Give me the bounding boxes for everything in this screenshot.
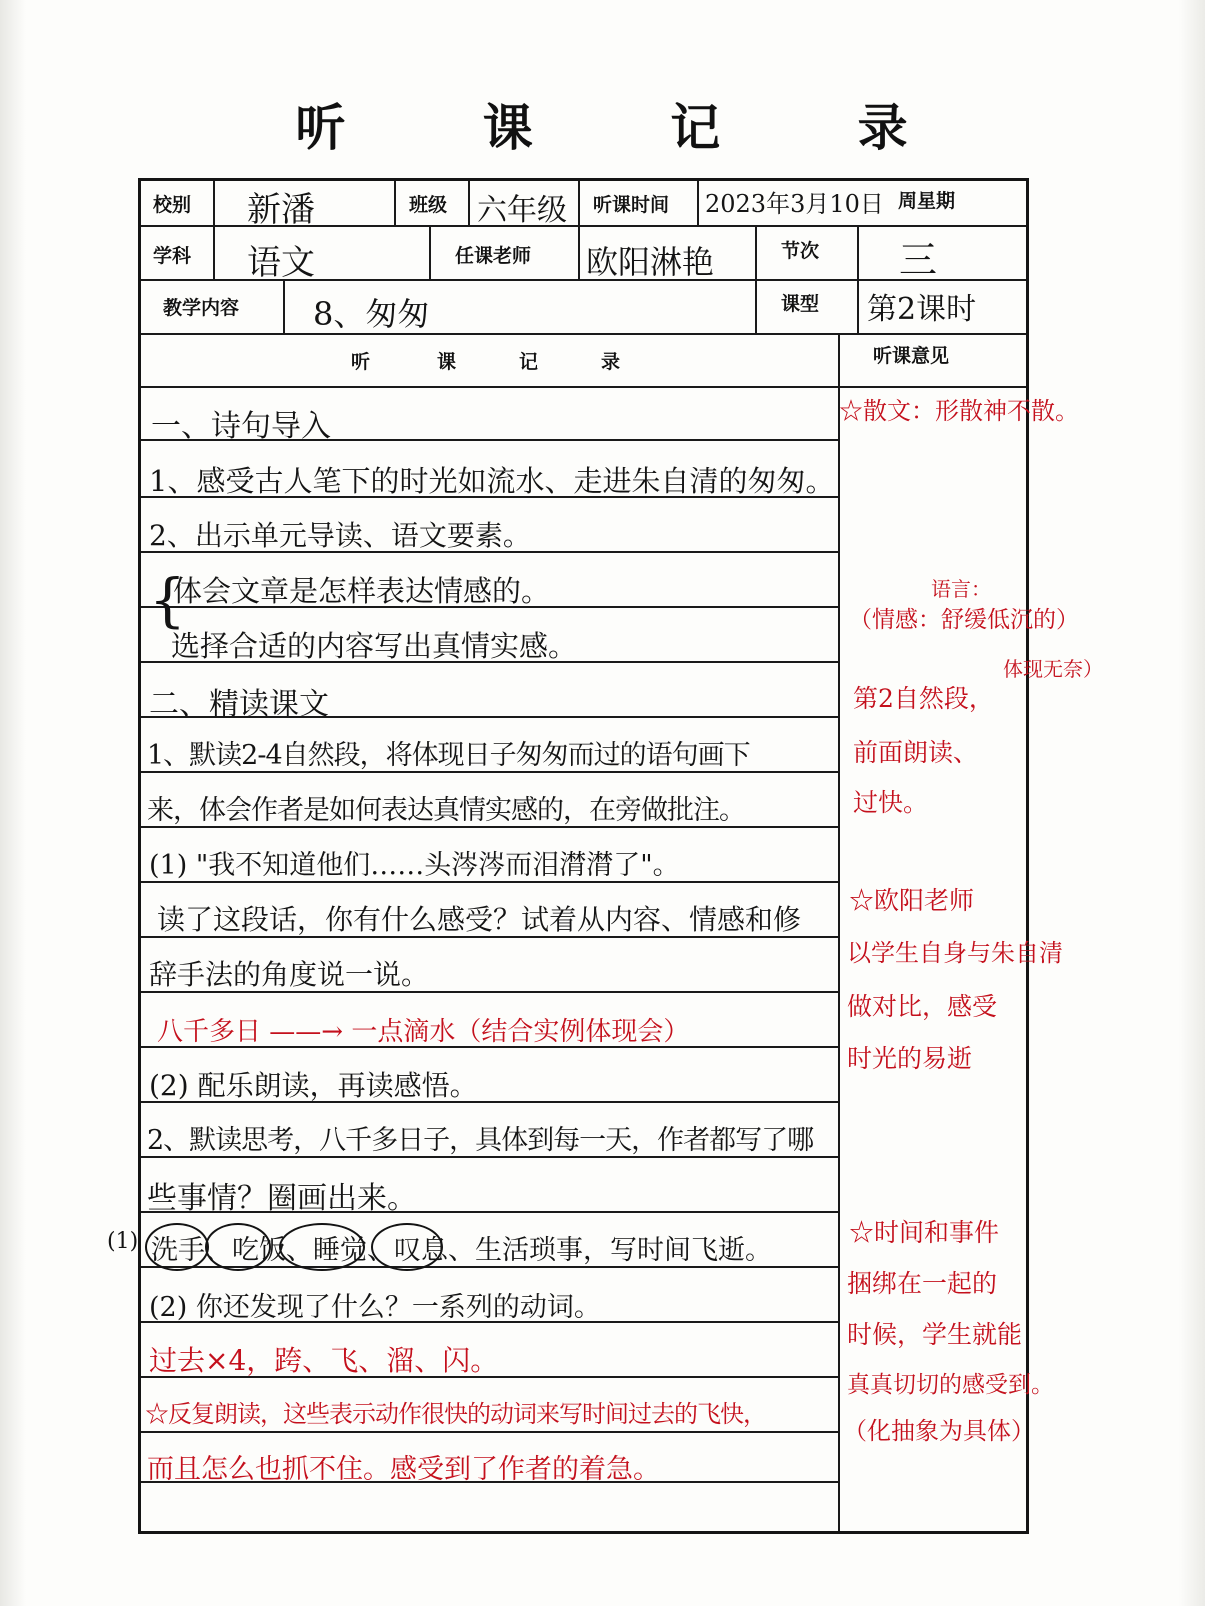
opinion-note: （化抽象为具体）: [843, 1417, 1035, 1445]
record-line: 体会文章是怎样表达情感的。: [173, 574, 551, 608]
title-char: 听: [295, 98, 348, 157]
record-head-char: 课: [437, 351, 457, 373]
record-line: 选择合适的内容写出真情实感。: [171, 629, 578, 663]
school-label: 校别: [153, 194, 192, 216]
lesson-type-value: 第2课时: [867, 292, 977, 327]
record-line: (2) 配乐朗读，再读感悟。: [149, 1069, 478, 1102]
opinion-note: 体现无奈）: [1003, 657, 1103, 681]
opinion-note: 以学生自身与朱自清: [847, 939, 1063, 967]
lesson-type-label: 课型: [781, 293, 820, 315]
circled-word-marker: [371, 1223, 443, 1271]
period-value: 三: [899, 238, 938, 282]
circled-word-marker: [205, 1223, 271, 1271]
header-col-divider: [213, 181, 215, 225]
record-line-annotation: 八千多日 ——→ 一点滴水（结合实例体现会）: [157, 1017, 690, 1047]
record-line: 二、精读课文: [149, 687, 329, 722]
page-title: [0, 88, 1205, 160]
header-col-divider: [755, 225, 757, 279]
opinion-note: 第2自然段，: [853, 684, 994, 713]
circled-word-marker: [145, 1223, 209, 1271]
record-head-char: 录: [601, 351, 621, 373]
record-head-char: 记: [519, 351, 539, 373]
paper-edge-right: [1179, 0, 1205, 1606]
header-col-divider: [578, 225, 580, 279]
paper-edge-left: [0, 0, 26, 1606]
opinion-note: 真真切切的感受到。: [847, 1372, 1054, 1398]
record-form: [107, 178, 1103, 1534]
opinion-note: 前面朗读、: [853, 738, 979, 767]
school-value: 新潘: [247, 190, 315, 230]
record-line: 2、默读思考，八千多日子，具体到每一天，作者都写了哪: [147, 1125, 814, 1156]
ruled-line: [141, 1431, 838, 1433]
header-col-divider: [468, 181, 470, 225]
title-char: 记: [670, 98, 723, 157]
opinion-note: 时候，学生就能: [847, 1320, 1023, 1349]
class-value: 六年级: [477, 193, 567, 228]
title-char: 课: [482, 98, 535, 157]
teaching-content-label: 教学内容: [163, 297, 240, 319]
opinion-note: 时光的易逝: [847, 1044, 973, 1073]
record-line: 一、诗句导入: [151, 409, 331, 444]
header-col-divider: [578, 181, 580, 225]
record-head-char: 听: [351, 351, 371, 373]
record-line: (2) 你还发现了什么？一系列的动词。: [149, 1292, 601, 1323]
record-line: 1、默读2-4自然段，将体现日子匆匆而过的语句画下: [147, 740, 750, 771]
listen-time-value: 2023年3月10日: [705, 190, 884, 218]
brace-mark: {: [149, 566, 186, 634]
record-line: (1) "我不知道他们……头涔涔而泪潸潸了"。: [149, 850, 680, 881]
listen-time-label: 听课时间: [593, 194, 670, 216]
opinion-note: 做对比，感受: [847, 992, 998, 1021]
subheader-divider: [141, 386, 1026, 388]
header-col-divider: [213, 225, 215, 279]
record-line: 读了这段话，你有什么感受？试着从内容、情感和修: [157, 903, 802, 936]
record-line: 些事情？圈画出来。: [147, 1181, 417, 1216]
weekday-label: 周星期: [898, 190, 956, 212]
opinion-note: （情感：舒缓低沉的）: [849, 607, 1079, 633]
header-row-divider: [141, 333, 1026, 335]
record-line: 辞手法的角度说一说。: [149, 958, 430, 991]
record-line-annotation: 而且怎么也抓不住。感受到了作者的着急。: [147, 1454, 660, 1485]
record-line: 2、出示单元导读、语文要素。: [149, 519, 531, 552]
header-col-divider: [394, 181, 396, 225]
class-label: 班级: [409, 194, 448, 216]
opinion-note: 语言：: [931, 577, 991, 601]
header-col-divider: [755, 279, 757, 333]
teaching-content-value: 8、匆匆: [313, 295, 430, 333]
subject-label: 学科: [153, 245, 192, 267]
record-line: 来，体会作者是如何表达真情实感的，在旁做批注。: [147, 795, 745, 826]
header-col-divider: [857, 279, 859, 333]
record-line-annotation: 过去×4，跨、飞、溜、闪。: [149, 1344, 499, 1377]
opinion-note: ☆时间和事件: [849, 1218, 1000, 1247]
period-label: 节次: [781, 240, 820, 262]
opinion-head: 听课意见: [873, 345, 950, 367]
teacher-label: 任课老师: [455, 245, 532, 267]
opinion-column-divider: [838, 333, 840, 1531]
teacher-value: 欧阳淋艳: [586, 243, 715, 281]
opinion-note: 过快。: [853, 788, 929, 817]
record-line-annotation: ☆反复朗读，这些表示动作很快的动词来写时间过去的飞快，: [145, 1400, 766, 1428]
title-char: 录: [857, 98, 910, 157]
record-line: 洗手、吃饭、睡觉、叹息、生活琐事，写时间飞逝。: [151, 1235, 772, 1266]
header-col-divider: [857, 225, 859, 279]
opinion-note: 捆绑在一起的: [847, 1269, 998, 1298]
record-line: 1、感受古人笔下的时光如流水、走进朱自清的匆匆。: [149, 464, 835, 498]
subject-value: 语文: [247, 243, 315, 283]
opinion-note: ☆欧阳老师: [849, 886, 975, 915]
opinion-note: ☆散文：形散神不散。: [839, 397, 1079, 425]
header-col-divider: [283, 279, 285, 333]
header-col-divider: [429, 225, 431, 279]
header-col-divider: [697, 181, 699, 225]
row-prefix: (1): [107, 1229, 139, 1254]
circled-word-marker: [279, 1223, 365, 1271]
